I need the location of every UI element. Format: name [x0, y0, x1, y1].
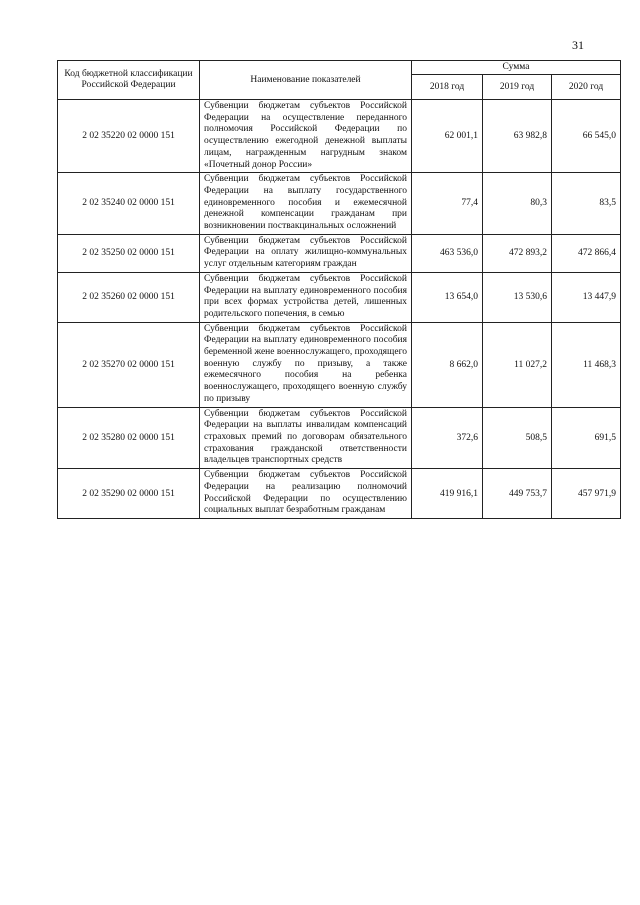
row-value-2020: 13 447,9 — [552, 272, 621, 322]
header-sum: Сумма — [412, 61, 621, 75]
header-name: Наименование показателей — [200, 61, 412, 100]
row-code: 2 02 35260 02 0000 151 — [58, 272, 200, 322]
header-code: Код бюджетной классификации Российской Федерации — [58, 61, 200, 100]
row-value-2018: 8 662,0 — [412, 322, 483, 407]
row-code: 2 02 35240 02 0000 151 — [58, 173, 200, 235]
row-value-2020: 83,5 — [552, 173, 621, 235]
row-value-2020: 66 545,0 — [552, 100, 621, 173]
row-name: Субвенции бюджетам субъектов Российской Федерации на выплату государственного единовременного пособия и ежемесячной денежной компенсации гражданам при возникновении поствакцинальных осложнений — [200, 173, 412, 235]
row-code: 2 02 35280 02 0000 151 — [58, 407, 200, 469]
row-value-2018: 463 536,0 — [412, 234, 483, 272]
row-name: Субвенции бюджетам субъектов Российской Федерации на реализацию полномочий Российской Федерации по осуществлению социальных выплат безработным гражданам — [200, 469, 412, 519]
header-year-2018: 2018 год — [412, 75, 483, 100]
row-value-2019: 63 982,8 — [483, 100, 552, 173]
row-value-2020: 472 866,4 — [552, 234, 621, 272]
header-year-2020: 2020 год — [552, 75, 621, 100]
row-name: Субвенции бюджетам субъектов Российской Федерации на выплату единовременного пособия беременной жене военнослужащего, проходящего военную службу по призыву, а также ежемесячного пособия на ребенка военнослужащего, проходящего военную службу по призыву — [200, 322, 412, 407]
row-value-2018: 419 916,1 — [412, 469, 483, 519]
row-value-2018: 13 654,0 — [412, 272, 483, 322]
table-row — [58, 234, 621, 272]
row-value-2018: 62 001,1 — [412, 100, 483, 173]
row-value-2020: 11 468,3 — [552, 322, 621, 407]
row-name: Субвенции бюджетам субъектов Российской Федерации на выплату единовременного пособия при всех формах устройства детей, лишенных родительского попечения, в семью — [200, 272, 412, 322]
table-row — [58, 407, 621, 469]
row-code: 2 02 35250 02 0000 151 — [58, 234, 200, 272]
table-row — [58, 469, 621, 519]
row-name: Субвенции бюджетам субъектов Российской Федерации на оплату жилищно-коммунальных услуг отдельным категориям граждан — [200, 234, 412, 272]
row-code: 2 02 35270 02 0000 151 — [58, 322, 200, 407]
row-code: 2 02 35220 02 0000 151 — [58, 100, 200, 173]
row-value-2019: 11 027,2 — [483, 322, 552, 407]
row-value-2018: 372,6 — [412, 407, 483, 469]
table-row — [58, 100, 621, 173]
row-value-2020: 457 971,9 — [552, 469, 621, 519]
table-row — [58, 322, 621, 407]
table-row — [58, 272, 621, 322]
table-row — [58, 173, 621, 235]
page-number: 31 — [572, 38, 584, 52]
budget-table — [57, 60, 621, 519]
row-value-2019: 13 530,6 — [483, 272, 552, 322]
row-value-2019: 449 753,7 — [483, 469, 552, 519]
header-year-2019: 2019 год — [483, 75, 552, 100]
row-value-2020: 691,5 — [552, 407, 621, 469]
row-value-2019: 508,5 — [483, 407, 552, 469]
row-name: Субвенции бюджетам субъектов Российской Федерации на выплаты инвалидам компенсаций страховых премий по договорам обязательного страхования гражданской ответственности владельцев транспортных средств — [200, 407, 412, 469]
row-name: Субвенции бюджетам субъектов Российской Федерации на осуществление переданного полномочия Российской Федерации по осуществлению ежегодной денежной выплаты лицам, награжденным нагрудным знаком «Почетный донор России» — [200, 100, 412, 173]
row-value-2019: 472 893,2 — [483, 234, 552, 272]
row-code: 2 02 35290 02 0000 151 — [58, 469, 200, 519]
row-value-2019: 80,3 — [483, 173, 552, 235]
row-value-2018: 77,4 — [412, 173, 483, 235]
